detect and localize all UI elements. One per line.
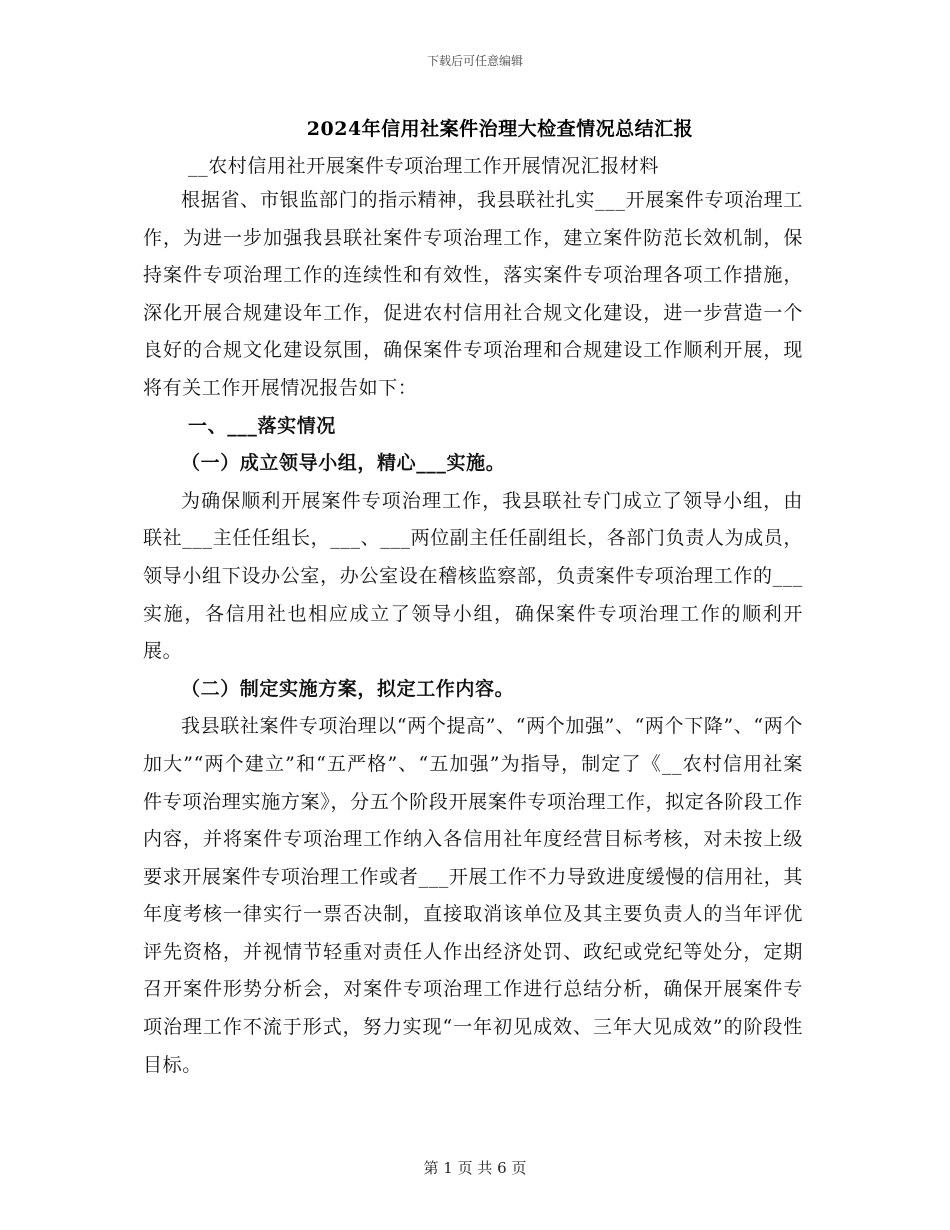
subsection-2-heading: （二）制定实施方案，拟定工作内容。 xyxy=(181,677,515,700)
section-1-heading: 一、___落实情况 xyxy=(188,414,336,437)
subsection-1-heading: （一）成立领导小组，精心___实施。 xyxy=(181,452,506,475)
page-number: 第 1 页 共 6 页 xyxy=(423,1159,527,1177)
intro-paragraph: 根据省、市银监部门的指示精神，我县联社扎实___开展案件专项治理工作，为进一步加强我县联社案件专项治理工作，建立案件防范长效机制，保持案件专项治理工作的连续性和有效性，落实案件专项治理各项工作措施，深化开展合规建设年工作，促进农村信用社合规文化建设，进一步营造一个良好的合规文化建设氛围，确保案件专项治理和合规建设工作顺利开展，现将有关工作开展情况报告如下： xyxy=(143,189,803,399)
download-note: 下载后可任意编辑 xyxy=(426,54,523,68)
subsection-2-paragraph: 我县联社案件专项治理以“两个提高”、“两个加强”、“两个下降”、“两个加大”“两个建立”和“五严格”、“五加强”为指导，制定了《__农村信用社案件专项治理实施方案》，分五个阶段开展案件专项治理工作，拟定各阶段工作内容，并将案件专项治理工作纳入各信用社年度经营目标考核，对未按上级要求开展案件专项治理工作或者___开展工作不力导致进度缓慢的信用社，其年度考核一律实行一票否决制，直接取消该单位及其主要负责人的当年评优评先资格，并视情节轻重对责任人作出经济处罚、政纪或党纪等处分，定期召开案件形势分析会，对案件专项治理工作进行总结分析，确保开展案件专项治理工作不流于形式，努力实现“一年初见成效、三年大见成效”的阶段性目标。 xyxy=(143,715,803,1076)
document-body xyxy=(143,182,803,1084)
document-subtitle: __农村信用社开展案件专项治理工作开展情况汇报材料 xyxy=(188,155,660,177)
subsection-1-paragraph: 为确保顺利开展案件专项治理工作，我县联社专门成立了领导小组，由联社___主任任组长，___、___两位副主任任副组长，各部门负责人为成员，领导小组下设办公室，办公室设在稽核监察部，负责案件专项治理工作的___实施，各信用社也相应成立了领导小组，确保案件专项治理工作的顺利开展。 xyxy=(143,489,803,663)
document-title: 2024年信用社案件治理大检查情况总结汇报 xyxy=(306,118,694,140)
